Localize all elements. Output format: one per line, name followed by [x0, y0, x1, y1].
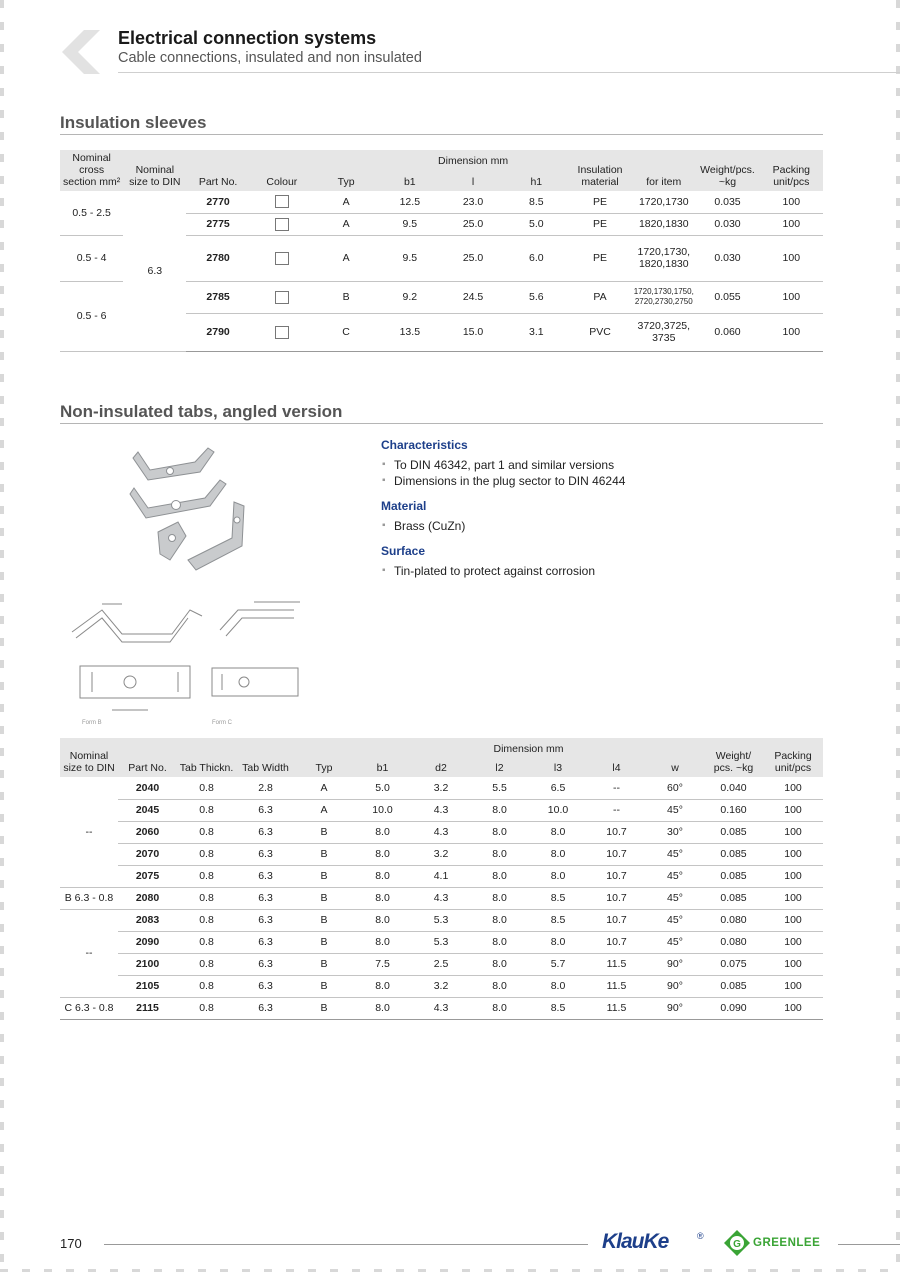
product-info — [381, 438, 821, 589]
l3-cell: 8.0 — [529, 821, 587, 843]
header-packing: Packing unit/pcs — [760, 150, 823, 191]
b1-cell: 8.0 — [353, 865, 412, 887]
material-cell: PVC — [568, 313, 632, 351]
header-part-no: Part No. — [118, 738, 177, 777]
part-no-cell: 2060 — [118, 821, 177, 843]
characteristics-list — [381, 457, 821, 489]
surface-heading: Surface — [381, 544, 426, 558]
part-no-cell: 2770 — [186, 191, 249, 213]
section-title-non-insulated-tabs: Non-insulated tabs, angled version — [60, 402, 343, 421]
typ-cell: B — [295, 821, 353, 843]
technical-drawing — [62, 592, 312, 734]
header-l2: l2 — [470, 760, 529, 777]
table-row — [60, 777, 823, 799]
b1-cell: 7.5 — [353, 953, 412, 975]
part-no-cell: 2045 — [118, 799, 177, 821]
weight-cell: 0.075 — [704, 953, 763, 975]
packing-cell: 100 — [763, 799, 823, 821]
w-cell: 45° — [646, 887, 704, 909]
weight-cell: 0.085 — [704, 843, 763, 865]
header-dimension: Dimension mm — [353, 738, 704, 760]
part-no-cell: 2075 — [118, 865, 177, 887]
header-d2: d2 — [412, 760, 470, 777]
greenlee-logo-icon — [723, 1229, 751, 1257]
part-no-cell: 2780 — [186, 235, 249, 281]
list-item: ▪ Dimensions in the plug sector to DIN 46244 — [381, 473, 821, 489]
header-w: w — [646, 760, 704, 777]
colour-swatch — [275, 291, 289, 304]
table-row — [60, 931, 823, 953]
l4-cell: -- — [587, 799, 646, 821]
b1-cell: 8.0 — [353, 997, 412, 1019]
l4-cell: 11.5 — [587, 997, 646, 1019]
colour-swatch — [275, 195, 289, 208]
tab-thickness-cell: 0.8 — [177, 953, 236, 975]
l-cell: 24.5 — [441, 281, 504, 313]
d2-cell: 4.3 — [412, 799, 470, 821]
d2-cell: 5.3 — [412, 909, 470, 931]
table-row — [60, 799, 823, 821]
colour-cell — [250, 313, 314, 351]
l-cell: 25.0 — [441, 235, 504, 281]
b1-cell: 5.0 — [353, 777, 412, 799]
page-edge-left — [0, 0, 4, 1272]
packing-cell: 100 — [763, 887, 823, 909]
w-cell: 90° — [646, 975, 704, 997]
typ-cell: A — [314, 235, 378, 281]
weight-cell: 0.040 — [704, 777, 763, 799]
l3-cell: 8.0 — [529, 843, 587, 865]
list-item: ▪ To DIN 46342, part 1 and similar versions — [381, 457, 821, 473]
characteristics-heading: Characteristics — [381, 438, 468, 452]
w-cell: 45° — [646, 865, 704, 887]
table-row — [60, 975, 823, 997]
header-size-din: Nominal size to DIN — [123, 150, 186, 191]
b1-cell: 10.0 — [353, 799, 412, 821]
material-list — [381, 518, 821, 534]
header-b1: b1 — [353, 760, 412, 777]
part-no-cell: 2100 — [118, 953, 177, 975]
weight-cell: 0.055 — [695, 281, 759, 313]
weight-cell: 0.085 — [704, 821, 763, 843]
colour-swatch — [275, 252, 289, 265]
packing-cell: 100 — [763, 909, 823, 931]
material-cell: PE — [568, 235, 632, 281]
packing-cell: 100 — [763, 843, 823, 865]
h1-cell: 5.0 — [505, 213, 568, 235]
w-cell: 45° — [646, 931, 704, 953]
packing-cell: 100 — [760, 213, 823, 235]
l3-cell: 8.0 — [529, 931, 587, 953]
table-row — [60, 843, 823, 865]
tab-width-cell: 6.3 — [236, 843, 295, 865]
section-divider — [60, 423, 823, 424]
part-no-cell: 2775 — [186, 213, 249, 235]
table-row — [60, 887, 823, 909]
b1-cell: 8.0 — [353, 843, 412, 865]
l4-cell: 11.5 — [587, 953, 646, 975]
for-item-cell: 1720,1730 — [632, 191, 695, 213]
l4-cell: 10.7 — [587, 865, 646, 887]
weight-cell: 0.030 — [695, 235, 759, 281]
part-no-cell: 2080 — [118, 887, 177, 909]
tab-thickness-cell: 0.8 — [177, 931, 236, 953]
size-din-cell: -- — [60, 777, 118, 887]
tab-width-cell: 6.3 — [236, 821, 295, 843]
insulation-sleeves-table — [60, 150, 823, 352]
l2-cell: 8.0 — [470, 953, 529, 975]
part-no-cell: 2790 — [186, 313, 249, 351]
tab-width-cell: 2.8 — [236, 777, 295, 799]
header-typ: Typ — [295, 738, 353, 777]
b1-cell: 8.0 — [353, 909, 412, 931]
l4-cell: -- — [587, 777, 646, 799]
material-cell: PE — [568, 213, 632, 235]
tab-width-cell: 6.3 — [236, 865, 295, 887]
packing-cell: 100 — [763, 975, 823, 997]
typ-cell: B — [295, 975, 353, 997]
packing-cell: 100 — [763, 931, 823, 953]
weight-cell: 0.160 — [704, 799, 763, 821]
header-weight: Weight/pcs. ~kg — [695, 150, 759, 191]
weight-cell: 0.090 — [704, 997, 763, 1019]
tab-thickness-cell: 0.8 — [177, 975, 236, 997]
header-dimension: Dimension mm — [378, 150, 568, 172]
footer-divider — [104, 1244, 588, 1245]
w-cell: 45° — [646, 909, 704, 931]
chevron-left-icon — [58, 28, 102, 76]
w-cell: 60° — [646, 777, 704, 799]
material-cell: PA — [568, 281, 632, 313]
table-row — [60, 953, 823, 975]
h1-cell: 3.1 — [505, 313, 568, 351]
l2-cell: 5.5 — [470, 777, 529, 799]
l3-cell: 8.5 — [529, 909, 587, 931]
l4-cell: 10.7 — [587, 931, 646, 953]
surface-list — [381, 563, 821, 579]
tab-width-cell: 6.3 — [236, 887, 295, 909]
l3-cell: 10.0 — [529, 799, 587, 821]
b1-cell: 9.5 — [378, 235, 441, 281]
typ-cell: A — [314, 213, 378, 235]
typ-cell: B — [295, 953, 353, 975]
l4-cell: 10.7 — [587, 843, 646, 865]
weight-cell: 0.085 — [704, 887, 763, 909]
packing-cell: 100 — [763, 997, 823, 1019]
header-size-din: Nominal size to DIN — [60, 738, 118, 777]
part-no-cell: 2115 — [118, 997, 177, 1019]
typ-cell: B — [314, 281, 378, 313]
l4-cell: 10.7 — [587, 821, 646, 843]
header-b1: b1 — [378, 172, 441, 191]
header-for-item: for item — [632, 150, 695, 191]
cross-section-cell: 0.5 - 2.5 — [60, 191, 123, 235]
l-cell: 23.0 — [441, 191, 504, 213]
drawing-label-form-c: Form C — [212, 720, 232, 726]
b1-cell: 9.2 — [378, 281, 441, 313]
typ-cell: B — [295, 865, 353, 887]
header-divider — [118, 72, 900, 73]
klauke-logo: KlauKe — [602, 1230, 669, 1253]
typ-cell: B — [295, 931, 353, 953]
tab-width-cell: 6.3 — [236, 953, 295, 975]
b1-cell: 8.0 — [353, 975, 412, 997]
l4-cell: 10.7 — [587, 909, 646, 931]
cross-section-cell: 0.5 - 6 — [60, 281, 123, 351]
l3-cell: 6.5 — [529, 777, 587, 799]
section-divider — [60, 134, 823, 135]
header-colour: Colour — [250, 150, 314, 191]
tab-thickness-cell: 0.8 — [177, 843, 236, 865]
l2-cell: 8.0 — [470, 821, 529, 843]
greenlee-badge-letter: G — [733, 1239, 741, 1250]
tab-thickness-cell: 0.8 — [177, 821, 236, 843]
b1-cell: 9.5 — [378, 213, 441, 235]
weight-cell: 0.060 — [695, 313, 759, 351]
tab-width-cell: 6.3 — [236, 975, 295, 997]
d2-cell: 4.3 — [412, 997, 470, 1019]
part-no-cell: 2070 — [118, 843, 177, 865]
list-item: ▪ Brass (CuZn) — [381, 518, 821, 534]
colour-cell — [250, 191, 314, 213]
list-item: ▪ Tin-plated to protect against corrosion — [381, 563, 821, 579]
colour-swatch — [275, 218, 289, 231]
w-cell: 90° — [646, 997, 704, 1019]
part-no-cell: 2785 — [186, 281, 249, 313]
l3-cell: 5.7 — [529, 953, 587, 975]
l3-cell: 8.5 — [529, 997, 587, 1019]
header-h1: h1 — [505, 172, 568, 191]
packing-cell: 100 — [763, 953, 823, 975]
weight-cell: 0.085 — [704, 865, 763, 887]
size-din-cell: -- — [60, 909, 118, 997]
header-packing: Packing unit/pcs — [763, 738, 823, 777]
d2-cell: 3.2 — [412, 975, 470, 997]
typ-cell: B — [295, 909, 353, 931]
l2-cell: 8.0 — [470, 931, 529, 953]
l2-cell: 8.0 — [470, 799, 529, 821]
l-cell: 25.0 — [441, 213, 504, 235]
b1-cell: 8.0 — [353, 931, 412, 953]
page-edge-right — [896, 0, 900, 1272]
greenlee-logo: GREENLEE — [753, 1237, 821, 1249]
weight-cell: 0.035 — [695, 191, 759, 213]
w-cell: 45° — [646, 799, 704, 821]
l4-cell: 11.5 — [587, 975, 646, 997]
header-l: l — [441, 172, 504, 191]
l2-cell: 8.0 — [470, 997, 529, 1019]
w-cell: 30° — [646, 821, 704, 843]
material-cell: PE — [568, 191, 632, 213]
tab-width-cell: 6.3 — [236, 799, 295, 821]
drawing-label-form-b: Form B — [82, 720, 102, 726]
d2-cell: 5.3 — [412, 931, 470, 953]
weight-cell: 0.085 — [704, 975, 763, 997]
l3-cell: 8.5 — [529, 887, 587, 909]
part-no-cell: 2083 — [118, 909, 177, 931]
header-tab-width: Tab Width — [236, 738, 295, 777]
b1-cell: 8.0 — [353, 821, 412, 843]
d2-cell: 4.3 — [412, 887, 470, 909]
material-heading: Material — [381, 499, 427, 513]
for-item-cell: 1720,1730,1750, 2720,2730,2750 — [632, 281, 695, 313]
non-insulated-tabs-table — [60, 738, 823, 1020]
part-no-cell: 2040 — [118, 777, 177, 799]
b1-cell: 13.5 — [378, 313, 441, 351]
typ-cell: A — [295, 777, 353, 799]
d2-cell: 3.2 — [412, 843, 470, 865]
packing-cell: 100 — [760, 191, 823, 213]
packing-cell: 100 — [760, 313, 823, 351]
w-cell: 45° — [646, 843, 704, 865]
l2-cell: 8.0 — [470, 865, 529, 887]
colour-cell — [250, 281, 314, 313]
for-item-cell: 1820,1830 — [632, 213, 695, 235]
page-number: 170 — [60, 1236, 82, 1251]
d2-cell: 2.5 — [412, 953, 470, 975]
table-row — [60, 909, 823, 931]
table-row — [60, 191, 823, 213]
h1-cell: 8.5 — [505, 191, 568, 213]
header-typ: Typ — [314, 150, 378, 191]
colour-cell — [250, 235, 314, 281]
d2-cell: 3.2 — [412, 777, 470, 799]
for-item-cell: 3720,3725, 3735 — [632, 313, 695, 351]
tab-thickness-cell: 0.8 — [177, 887, 236, 909]
header-cross-section: Nominal cross section mm² — [60, 150, 123, 191]
d2-cell: 4.1 — [412, 865, 470, 887]
colour-swatch — [275, 326, 289, 339]
size-din-cell: 6.3 — [123, 191, 186, 351]
table-row — [60, 865, 823, 887]
tab-thickness-cell: 0.8 — [177, 909, 236, 931]
header-material: Insulation material — [568, 150, 632, 191]
typ-cell: C — [314, 313, 378, 351]
part-no-cell: 2105 — [118, 975, 177, 997]
typ-cell: A — [295, 799, 353, 821]
tab-thickness-cell: 0.8 — [177, 799, 236, 821]
part-no-cell: 2090 — [118, 931, 177, 953]
header-l3: l3 — [529, 760, 587, 777]
typ-cell: A — [314, 191, 378, 213]
l2-cell: 8.0 — [470, 975, 529, 997]
l2-cell: 8.0 — [470, 909, 529, 931]
packing-cell: 100 — [763, 865, 823, 887]
registered-mark: ® — [697, 1231, 704, 1241]
table-row — [60, 997, 823, 1019]
header-l4: l4 — [587, 760, 646, 777]
d2-cell: 4.3 — [412, 821, 470, 843]
header-tab-thickness: Tab Thickn. — [177, 738, 236, 777]
h1-cell: 6.0 — [505, 235, 568, 281]
typ-cell: B — [295, 843, 353, 865]
w-cell: 90° — [646, 953, 704, 975]
l-cell: 15.0 — [441, 313, 504, 351]
packing-cell: 100 — [763, 821, 823, 843]
typ-cell: B — [295, 997, 353, 1019]
section-title-insulation-sleeves: Insulation sleeves — [60, 113, 207, 132]
b1-cell: 8.0 — [353, 887, 412, 909]
packing-cell: 100 — [763, 777, 823, 799]
l2-cell: 8.0 — [470, 887, 529, 909]
colour-cell — [250, 213, 314, 235]
l4-cell: 10.7 — [587, 887, 646, 909]
table-row — [60, 821, 823, 843]
page-title: Electrical connection systems — [118, 28, 377, 48]
weight-cell: 0.080 — [704, 909, 763, 931]
cross-section-cell: 0.5 - 4 — [60, 235, 123, 281]
tab-width-cell: 6.3 — [236, 931, 295, 953]
packing-cell: 100 — [760, 235, 823, 281]
angled-tabs-photo — [100, 440, 270, 585]
tab-width-cell: 6.3 — [236, 909, 295, 931]
page-subtitle: Cable connections, insulated and non insulated — [118, 50, 422, 66]
tab-thickness-cell: 0.8 — [177, 865, 236, 887]
l2-cell: 8.0 — [470, 843, 529, 865]
typ-cell: B — [295, 887, 353, 909]
tab-width-cell: 6.3 — [236, 997, 295, 1019]
tab-thickness-cell: 0.8 — [177, 777, 236, 799]
l3-cell: 8.0 — [529, 975, 587, 997]
h1-cell: 5.6 — [505, 281, 568, 313]
tab-thickness-cell: 0.8 — [177, 997, 236, 1019]
header-weight: Weight/ pcs. ~kg — [704, 738, 763, 777]
footer-divider-right — [838, 1244, 900, 1245]
packing-cell: 100 — [760, 281, 823, 313]
b1-cell: 12.5 — [378, 191, 441, 213]
weight-cell: 0.080 — [704, 931, 763, 953]
size-din-cell: C 6.3 - 0.8 — [60, 997, 118, 1019]
for-item-cell: 1720,1730, 1820,1830 — [632, 235, 695, 281]
weight-cell: 0.030 — [695, 213, 759, 235]
header-part-no: Part No. — [186, 150, 249, 191]
size-din-cell: B 6.3 - 0.8 — [60, 887, 118, 909]
l3-cell: 8.0 — [529, 865, 587, 887]
